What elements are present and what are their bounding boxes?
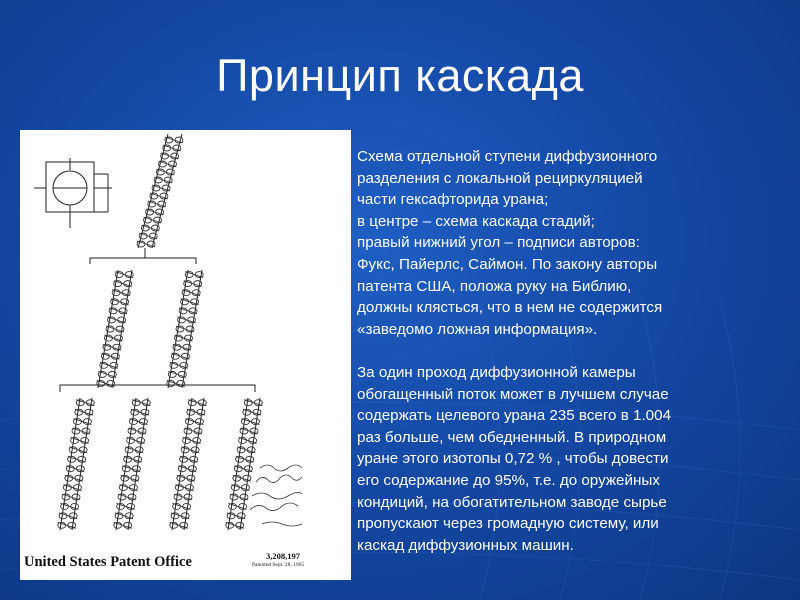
description-line: его содержание до 95%, т.е. до оружейных [357,471,660,489]
stage-schematic [34,158,112,228]
description-line: обогащенный поток может в лучшем случае [357,385,669,403]
cascade-link [173,344,191,350]
cascade-link [179,308,197,314]
cascade-link [106,326,124,332]
cascade-link [100,362,118,368]
cascade-link [184,281,202,287]
description-line: разделения с локальной рециркуляцией [357,169,643,187]
cascade-link [168,371,186,377]
description-line: патента США, положа руку на Библию, [357,277,632,295]
description-line: содержать целевого урана 235 всего в 1.004 [357,407,672,425]
patent-figure [20,130,351,580]
cascade-link [167,380,185,386]
description-line: уране этого изотопы 0,72 % , чтобы довести [357,450,669,468]
description-line: Фукс, Пайерлс, Саймон. По закону авторы [357,255,658,273]
cascade-link [185,272,203,278]
cascade-link [170,362,188,368]
cascade-link [182,290,200,296]
cascade-link [114,281,132,287]
cascade-link [146,209,164,215]
cascade-link [101,353,119,359]
cascade-link [174,335,192,341]
description-line: правый нижний угол – подписи авторов: [357,234,640,252]
description-paragraph-1 [357,146,787,340]
cascade-link [103,344,121,350]
cascade-link [144,217,162,223]
cascade-link [111,299,129,305]
paragraph-gap [357,340,787,362]
cascade-link [139,233,157,239]
cascade-link [171,353,189,359]
cascade-link [109,308,127,314]
cascade-link [137,241,155,247]
slide-title: Принцип каскада [216,50,584,101]
description-line: в центре – схема каскада стадий; [357,212,595,230]
patent-number: 3,208,197 [266,551,300,561]
cascade-link [181,299,199,305]
patent-office-label: United States Patent Office [24,554,192,570]
description-line: За один проход диффузионной камеры [357,363,636,381]
description-line: должны клясться, что в нем не содержится [357,299,663,317]
cascade-link [108,317,126,323]
cascade-link [141,225,159,231]
description-line: пропускают через громадную систему, или [357,515,659,533]
cascade-link [98,371,116,377]
cascade-link [112,290,130,296]
description-line: кондиций, на обогатительном заводе сырье [357,493,667,511]
patent-date: Patented Sept. 28, 1965 [252,562,305,568]
description-line: раз больше, чем обедненный. В природном [357,428,667,446]
inventor-signatures [250,465,302,526]
description-line: каскад диффузионных машин. [357,536,574,554]
description-line: части гексафторида урана; [357,191,549,209]
description-line: Схема отдельной ступени диффузионного [357,148,658,165]
description-line: «заведомо ложная информация». [357,320,598,338]
cascade-diagram [20,130,351,580]
cascade-link [104,335,122,341]
description-text [357,146,787,556]
cascade-link [115,272,133,278]
description-paragraph-2 [357,362,787,556]
cascade-link [97,380,115,386]
cascade-link [176,326,194,332]
cascade-link [178,317,196,323]
